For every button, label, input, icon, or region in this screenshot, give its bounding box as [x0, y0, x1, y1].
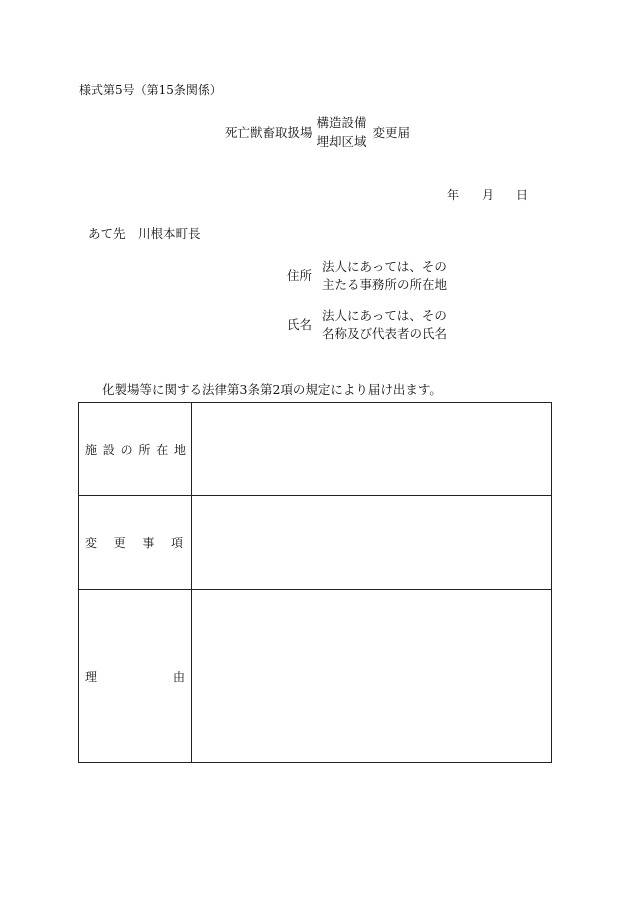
- address-label: 住所: [287, 268, 313, 283]
- table-row-facility-location: [79, 403, 552, 496]
- name-note: [322, 307, 447, 343]
- statement-text: 化製場等に関する法律第3条第2項の規定により届け出ます。: [102, 382, 442, 397]
- change-items-value[interactable]: [192, 496, 552, 590]
- date-month: 月: [482, 188, 495, 202]
- label-char: 施: [85, 442, 98, 457]
- address-note-line-2: 主たる事務所の所在地: [322, 277, 448, 292]
- form-number: 様式第5号（第15条関係）: [79, 83, 222, 97]
- facility-location-value[interactable]: [192, 403, 552, 496]
- label-char: 事: [142, 536, 155, 550]
- label-char: 設: [102, 442, 115, 457]
- table-row-change-items: [79, 496, 552, 590]
- name-note-line-1: 法人にあっては、その: [322, 308, 447, 323]
- name-note-line-2: 名称及び代表者の氏名: [322, 326, 448, 341]
- address-note-line-1: 法人にあっては、その: [322, 259, 447, 274]
- label-char: 項: [170, 536, 183, 550]
- change-items-label: [79, 496, 192, 590]
- label-char: 変: [85, 536, 98, 550]
- title-suffix: 変更届: [372, 125, 411, 140]
- reason-value[interactable]: [192, 590, 552, 763]
- label-char: 理: [85, 669, 98, 684]
- label-char: 所: [138, 442, 151, 457]
- title-option-burial-area: 埋却区域: [316, 134, 367, 149]
- title-options: [317, 113, 367, 151]
- label-char: 地: [173, 442, 186, 457]
- label-char: 更: [113, 536, 126, 550]
- date-day: 日: [516, 188, 529, 202]
- reason-label: [79, 590, 192, 763]
- date-year: 年: [447, 188, 460, 202]
- form-table: [78, 402, 552, 763]
- label-char: 由: [172, 669, 185, 684]
- address-note: [322, 258, 447, 294]
- label-char: 在: [156, 442, 169, 457]
- table-row-reason: [79, 590, 552, 763]
- name-label: 氏名: [287, 317, 313, 332]
- title-option-structure: 構造設備: [316, 115, 367, 130]
- label-char: の: [120, 442, 133, 457]
- addressee: あて先 川根本町長: [88, 226, 201, 241]
- facility-location-label: [79, 403, 192, 496]
- title-prefix: 死亡獣畜取扱場: [225, 125, 313, 140]
- document-title: [225, 113, 410, 151]
